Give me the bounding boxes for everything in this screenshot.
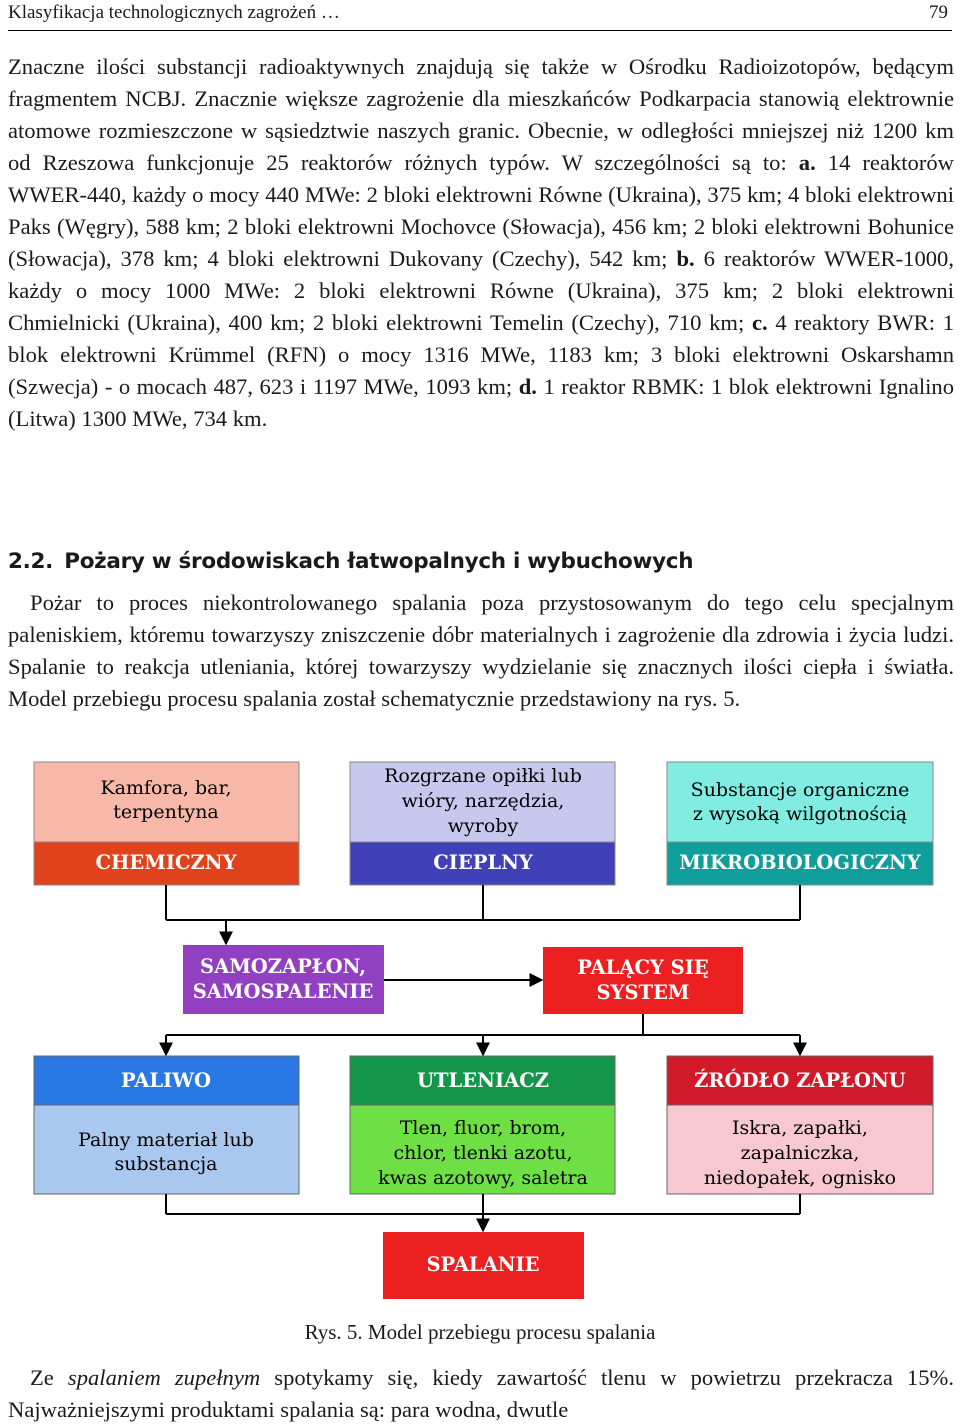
box-cieplny (350, 762, 615, 885)
paliwo-example-line-1: Palny materiał lub (78, 1129, 254, 1151)
mikrobiologiczny-label: MIKROBIOLOGICZNY (679, 851, 921, 874)
zrodlo-example-line-2: zapalniczka, (740, 1142, 860, 1164)
zrodlo-example-line-3: niedopałek, ognisko (703, 1167, 897, 1189)
figure-caption: Rys. 5. Model przebiegu procesu spalania (304, 1320, 656, 1344)
samozaplon-line-2: SAMOSPALENIE (192, 980, 374, 1003)
cieplny-example-line-1: Rozgrzane opiłki lub (384, 765, 582, 787)
box-chemiczny (34, 762, 299, 885)
body-paragraph-fire: Pożar to proces niekontrolowanego spalania poza przystosowanym do tego celu specjalnym paleniskiem, któremu towarzyszy zniszczenie dóbr materialnych i zagrożenie dla zdrowia i życia ludzi. Spalanie to reakcja utleniania, której towarzyszy wydzielanie się znacznych ilości ciepła i światła. Model przebiegu procesu spalania został schematycznie przedstawiony na rys. 5. (8, 590, 954, 711)
spalanie-label: SPALANIE (426, 1253, 540, 1276)
body-paragraph-complete-combustion: Ze spalaniem zupełnym spotykamy się, kiedy zawartość tlenu w powietrzu przekracza 15%. Najważniejszymi produktami spalania są: para wodna, dwutle (8, 1365, 954, 1422)
section-heading (8, 546, 693, 578)
zrodlo-zaplonu-label: ŹRÓDŁO ZAPŁONU (694, 1069, 906, 1092)
connectors-bottom (166, 1194, 800, 1231)
body-paragraph-reactors: Znaczne ilości substancji radioaktywnych znajdują się także w Ośrodku Radioizotopów, będącym fragmentem NCBJ. Znacznie większe zagrożenie dla mieszkańców Podkarpacia stanowią elektrownie atomowe rozmieszczone w sąsiedztwie naszych granic. Obecnie, w odległości mniejszej niż 1200 km od Rzeszowa funkcjonuje 25 reaktorów różnych typów. W szczególności są to: a. 14 reaktorów WWER-440, każdy o mocy 440 MWe: 2 bloki elektrowni Równe (Ukraina), 375 km; 4 bloki elektrowni Paks (Węgry), 588 km; 2 bloki elektrowni Mochovce (Słowacja), 456 km; 2 bloki elektrowni Bohunice (Słowacja), 378 km; 4 bloki elektrowni Dukovany (Czechy), 542 km; b. 6 reaktorów WWER-1000, każdy o mocy 1000 MWe: 2 bloki elektrowni Równe (Ukraina), 375 km; 2 bloki elektrowni Chmielnicki (Ukraina), 400 km; 2 bloki elektrowni Temelin (Czechy), 710 km; c. 4 reaktory BWR: 1 blok elektrowni Krümmel (RFN) o mocy 1316 MWe, 1183 km; 3 bloki elektrowni Oskarshamn (Szwecja) - o mocach 487, 623 i 1197 MWe, 1093 km; d. 1 reaktor RBMK: 1 blok elektrowni Ignalino (Litwa) 1300 MWe, 734 km. (8, 54, 955, 431)
chemiczny-example-line-2: terpentyna (113, 801, 219, 823)
samozaplon-line-1: SAMOZAPŁON, (199, 955, 367, 978)
section-title: Pożary w środowiskach łatwopalnych i wybuchowych (64, 549, 694, 574)
chemiczny-label: CHEMICZNY (95, 851, 237, 874)
palacy-line-2: SYSTEM (596, 981, 690, 1004)
cieplny-example-line-3: wyroby (447, 815, 519, 837)
mikrobiologiczny-example-line-1: Substancje organiczne (690, 779, 910, 801)
paliwo-example-line-2: substancja (114, 1153, 218, 1175)
utleniacz-label: UTLENIACZ (417, 1069, 549, 1092)
connectors-middle (166, 1014, 800, 1055)
running-header-title: Klasyfikacja technologicznych zagrożeń … (8, 2, 340, 23)
box-samozaplon (183, 945, 384, 1014)
box-paliwo (34, 1056, 299, 1194)
page-number: 79 (929, 2, 948, 23)
cieplny-label: CIEPLNY (433, 851, 533, 874)
box-palacy-sie-system (543, 947, 743, 1014)
mikrobiologiczny-example-line-2: z wysoką wilgotnością (692, 803, 908, 825)
utleniacz-example-line-3: kwas azotowy, saletra (378, 1167, 588, 1189)
connectors-top (166, 885, 800, 944)
box-zrodlo-zaplonu (667, 1056, 933, 1194)
zrodlo-example-line-1: Iskra, zapałki, (732, 1117, 868, 1139)
chemiczny-example-line-1: Kamfora, bar, (100, 777, 232, 799)
box-spalanie (383, 1232, 584, 1299)
palacy-line-1: PALĄCY SIĘ (577, 956, 709, 979)
section-number: 2.2. (8, 549, 54, 574)
box-mikrobiologiczny (667, 762, 933, 885)
box-utleniacz (350, 1056, 615, 1194)
paliwo-label: PALIWO (120, 1069, 212, 1092)
utleniacz-example-line-1: Tlen, fluor, brom, (399, 1117, 567, 1139)
running-header (8, 0, 952, 31)
cieplny-example-line-2: wióry, narzędzia, (401, 790, 565, 812)
utleniacz-example-line-2: chlor, tlenki azotu, (393, 1142, 573, 1164)
combustion-process-diagram (0, 750, 960, 1310)
